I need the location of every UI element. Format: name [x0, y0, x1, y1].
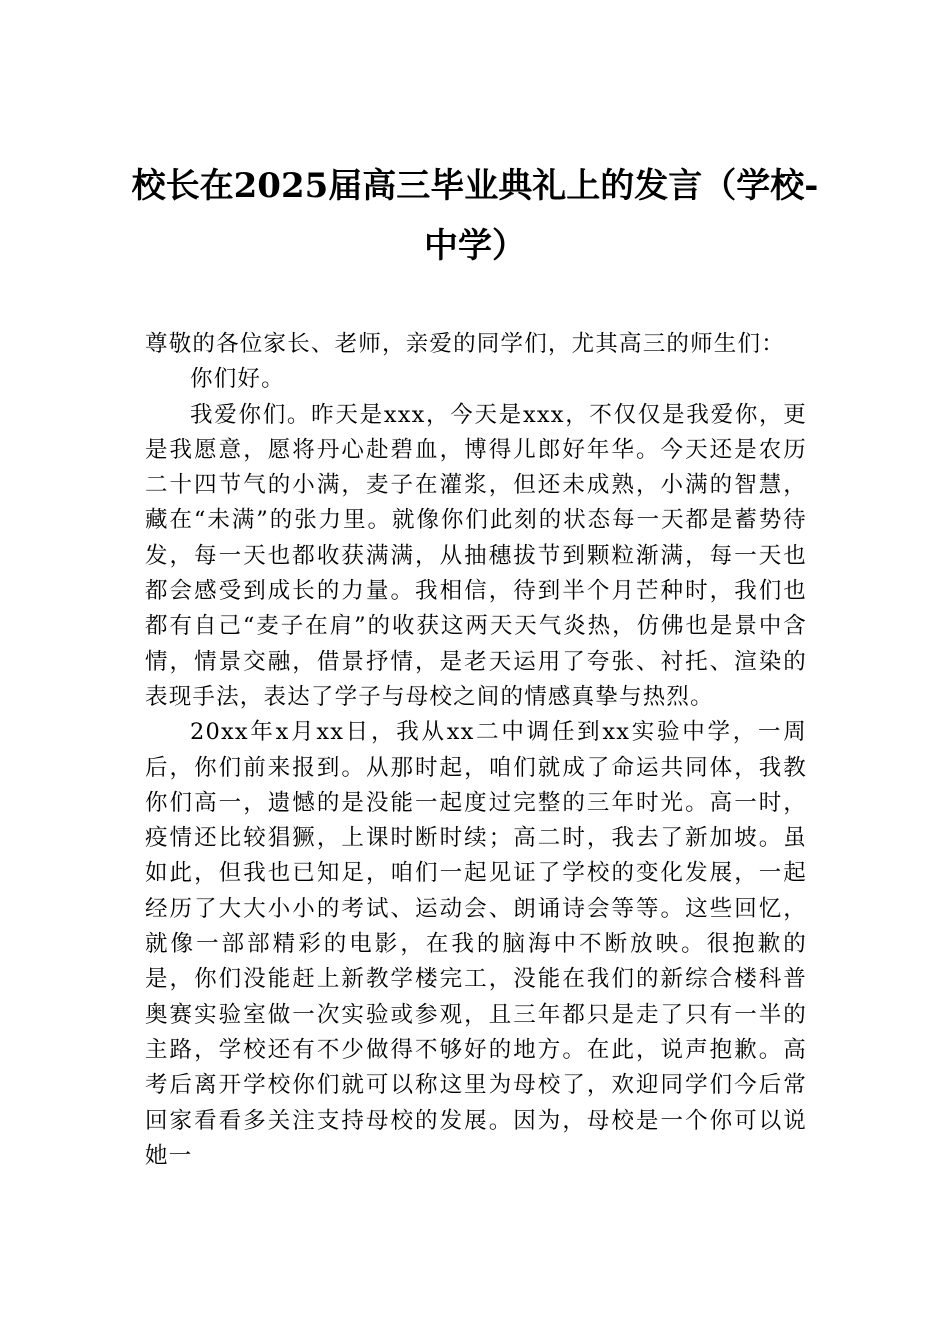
document-title: 校长在2025届高三毕业典礼上的发言（学校-中学） — [131, 166, 819, 266]
document-body — [145, 327, 807, 1174]
body-paragraph: 我爱你们。昨天是xxx，今天是xxx，不仅仅是我爱你，更是我愿意，愿将丹心赴碧血，博得儿郎好年华。今天还是农历二十四节气的小满，麦子在灌浆，但还未成熟，小满的智慧，藏在“未满”的张力里。就像你们此刻的状态每一天都是蓄势待发，每一天也都收获满满，从抽穗拔节到颗粒渐满，每一天也都会感受到成长的力量。我相信，待到半个月芒种时，我们也都有自己“麦子在肩”的收获这两天天气炎热，仿佛也是景中含情，情景交融，借景抒情，是老天运用了夸张、衬托、渲染的表现手法，表达了学子与母校之间的情感真挚与热烈。 — [145, 401, 807, 710]
greeting-paragraph: 你们好。 — [190, 366, 285, 393]
salutation-paragraph: 尊敬的各位家长、老师，亲爱的同学们，尤其高三的师生们： — [145, 331, 785, 357]
body-paragraph: 20xx年x月xx日，我从xx二中调任到xx实验中学，一周后，你们前来报到。从那时起，咱们就成了命运共同体，我教你们高一，遗憾的是没能一起度过完整的三年时光。高一时，疫情还比较猖獗，上课时断时续；高二时，我去了新加坡。虽如此，但我也已知足，咱们一起见证了学校的变化发展，一起经历了大大小小的考试、运动会、朗诵诗会等等。这些回忆，就像一部部精彩的电影，在我的脑海中不断放映。很抱歉的是，你们没能赶上新教学楼完工，没能在我们的新综合楼科普奥赛实验室做一次实验或参观，且三年都只是走了只有一半的主路，学校还有不少做得不够好的地方。在此，说声抱歉。高考后离开学校你们就可以称这里为母校了，欢迎同学们今后常回家看看多关注支持母校的发展。因为，母校是一个你可以说她一 — [145, 719, 807, 1169]
